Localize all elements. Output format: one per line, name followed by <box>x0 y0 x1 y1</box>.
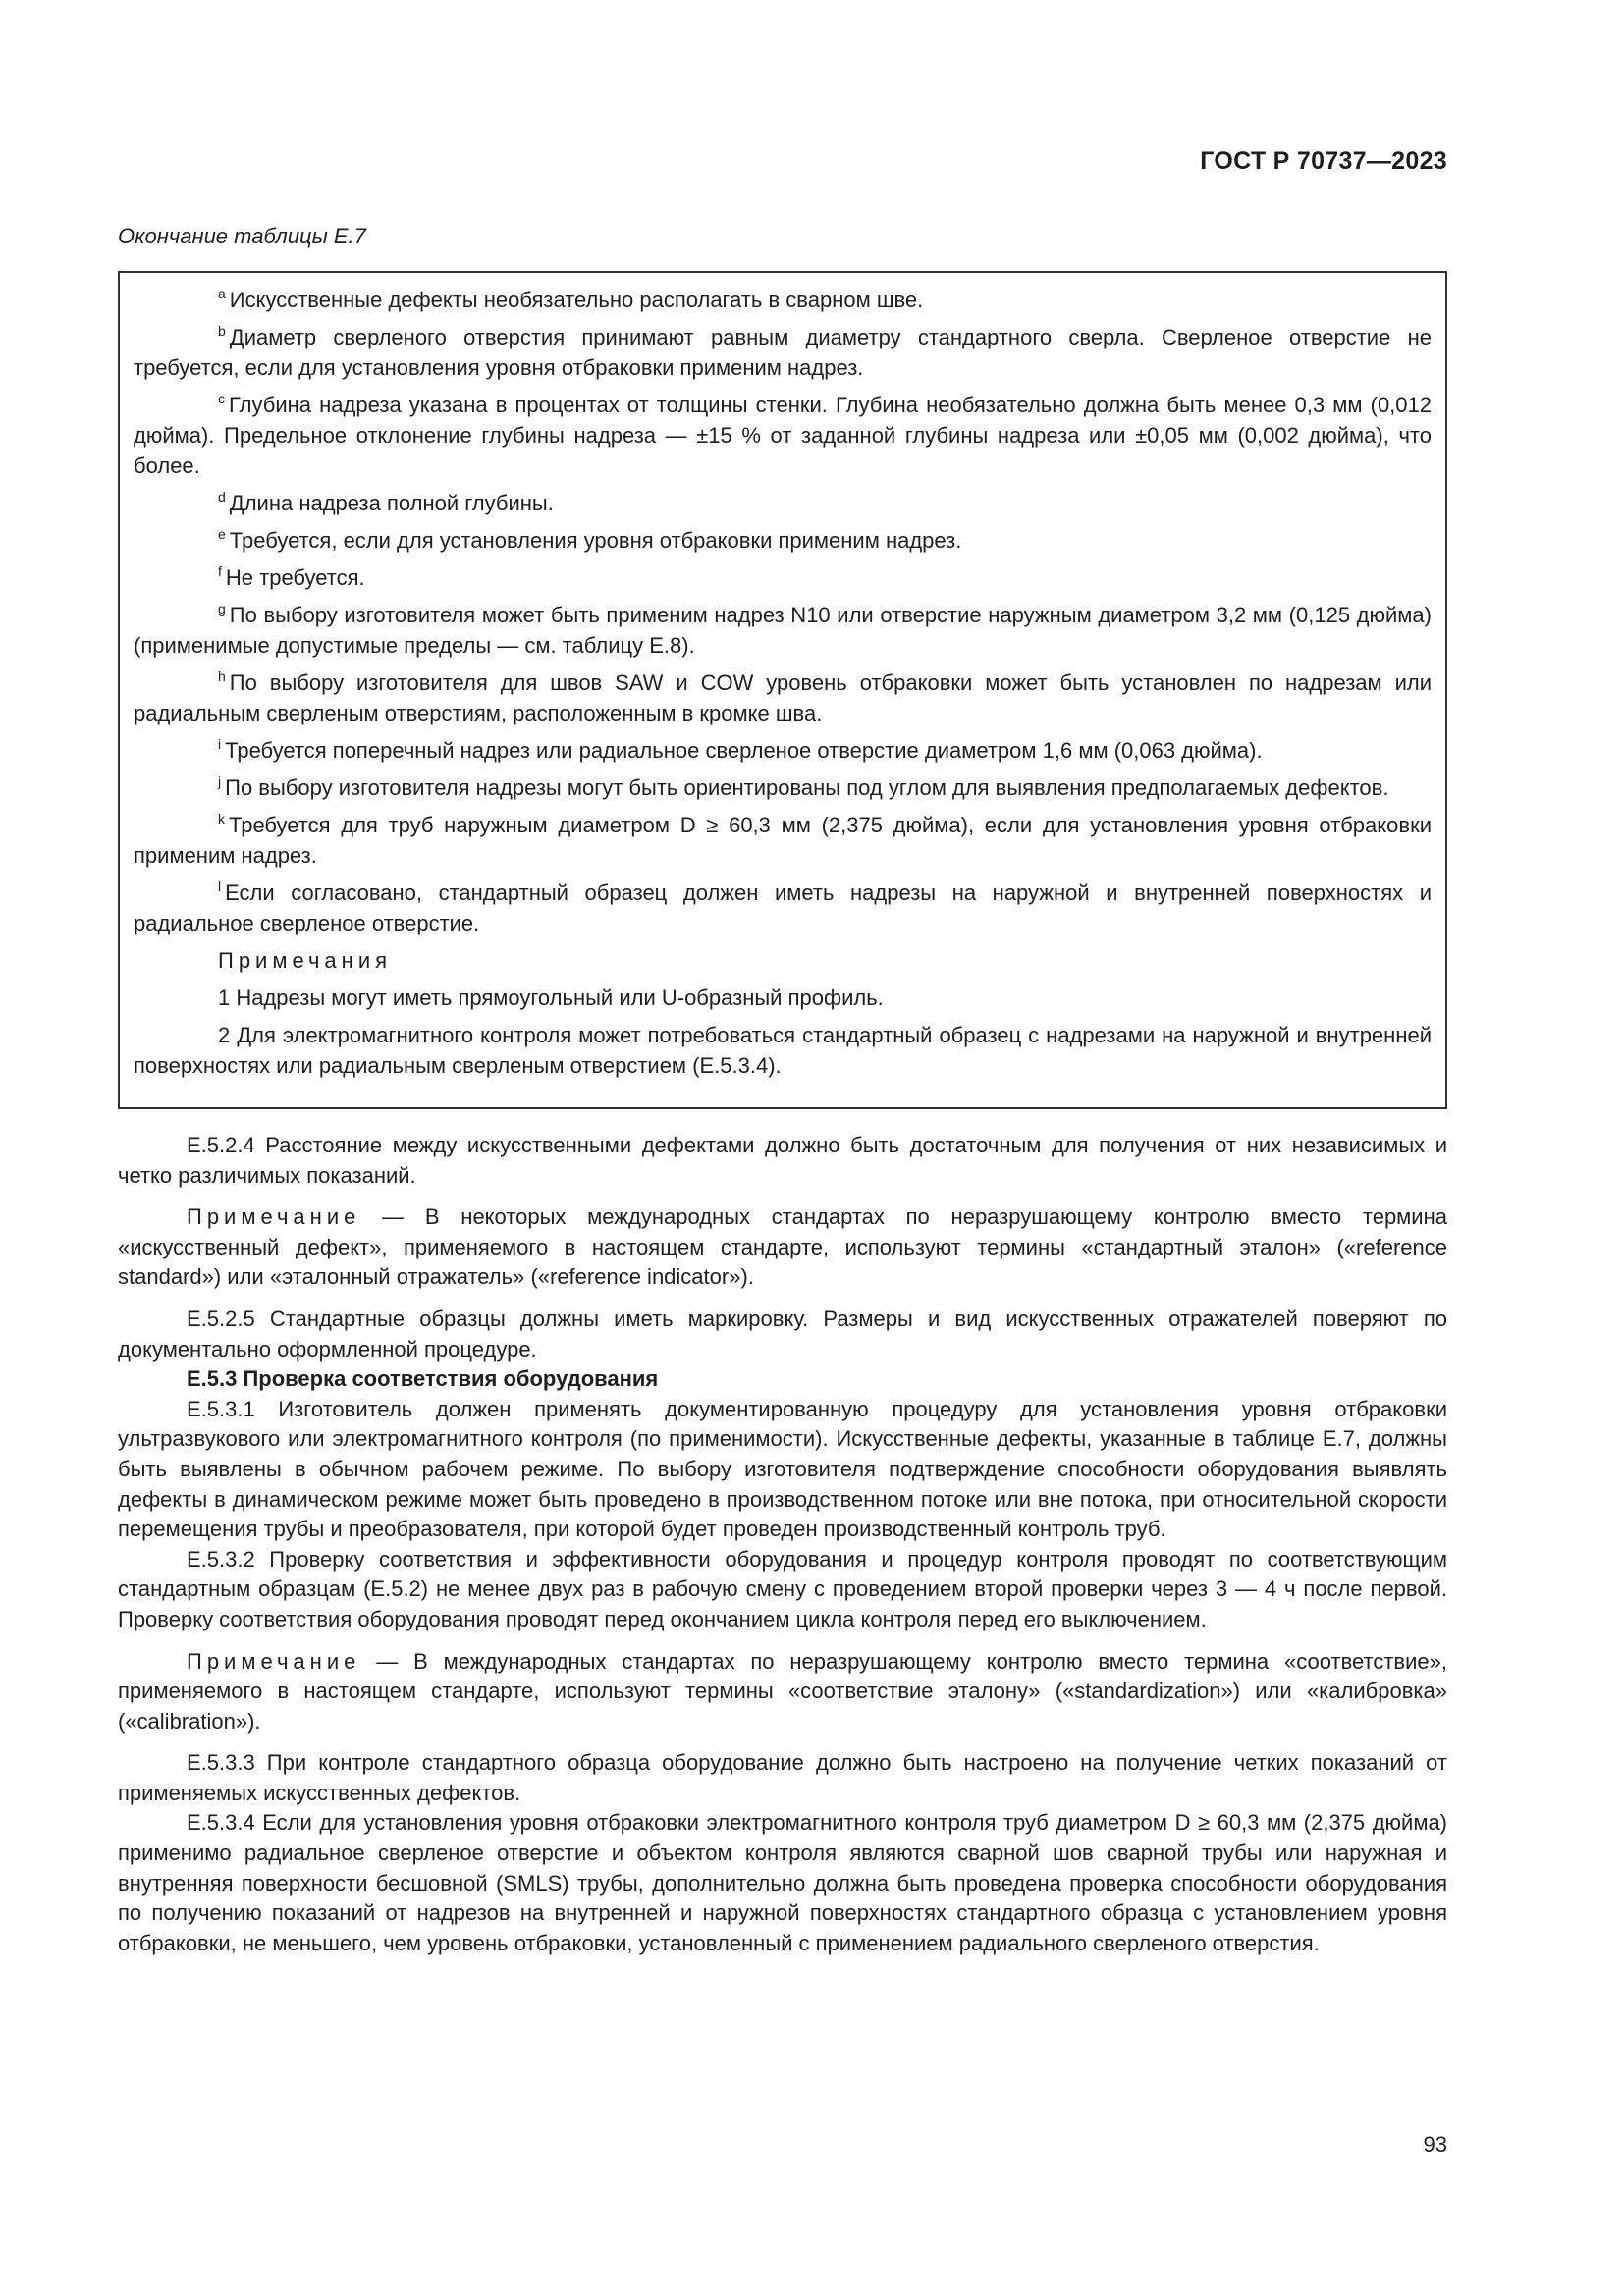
footnote-text: Длина надреза полной глубины. <box>229 491 554 515</box>
footnote-c <box>134 390 1432 481</box>
paragraph-e524: Е.5.2.4 Расстояние между искусственными дефектами должно быть достаточным для получения от них независимых и четко различимых показаний. <box>118 1133 1447 1188</box>
note-paragraph-1 <box>118 1202 1447 1293</box>
section-heading-e53: Е.5.3 Проверка соответствия оборудования <box>187 1366 659 1392</box>
table-caption: Окончание таблицы Е.7 <box>118 224 366 248</box>
footnote-a <box>134 285 1432 315</box>
footnote-mark: l <box>218 879 222 894</box>
paragraph-e534: Е.5.3.4 Если для установления уровня отбраковки электромагнитного контроля труб диаметром D ≥ 60,3 мм (2,375 дюйма) применимо радиальное сверленое отверстие и объектом контроля являются сварной шов сварной трубы или наружная и внутренняя поверхности бесшовной (SMLS) трубы, дополнительно должна быть проведена проверка способности оборудования по получению показаний от надрезов на внутренней и наружной поверхностях стандартного образца с установлением уровня отбраковки, не меньшего, чем уровень отбраковки, установленный с применением радиального сверленого отверстия. <box>118 1810 1447 1955</box>
footnote-b <box>134 322 1432 383</box>
footnote-mark: h <box>218 668 226 684</box>
note-label: Примечание <box>187 1204 361 1230</box>
paragraph-e531: Е.5.3.1 Изготовитель должен применять документированную процедуру для установления уровня отбраковки ультразвукового или электромагнитного контроля (по применимости). Искусственные дефекты, указанные в таблице Е.7, должны быть выявлены в обычном рабочем режиме. По выбору изготовителя подтверждение способности оборудования выявлять дефекты в динамическом режиме может быть проведено в производственном потоке или вне потока, при относительной скорости перемещения трубы и преобразователя, при которой будет проведен производственный контроль труб. <box>118 1396 1447 1542</box>
footnote-text: По выбору изготовителя для швов SAW и COW уровень отбраковки может быть установлен по надрезам или радиальным сверленым отверстиям, расположенным в кромке шва. <box>134 670 1432 725</box>
footnote-text: Требуется поперечный надрез или радиальное сверленое отверстие диаметром 1,6 мм (0,063 дюйма). <box>225 738 1263 763</box>
paragraph-e532: Е.5.3.2 Проверку соответствия и эффективности оборудования и процедур контроля проводят по соответствующим стандартным образцам (Е.5.2) не менее двух раз в рабочую смену с проведением второй проверки через 3 — 4 ч после первой. Проверку соответствия оборудования проводят перед окончанием цикла контроля перед его выключением. <box>118 1546 1447 1631</box>
footnote-text: По выбору изготовителя может быть применим надрез N10 или отверстие наружным диаметром 3,2 мм (0,125 дюйма) (применимые допустимые пределы — см. таблицу Е.8). <box>134 603 1432 658</box>
note-paragraph-2 <box>118 1647 1447 1737</box>
footnote-text: Не требуется. <box>225 565 365 590</box>
note-item-1: 1 Надрезы могут иметь прямоугольный или U-образный профиль. <box>218 986 884 1010</box>
footnote-text: Глубина надреза указана в процентах от толщины стенки. Глубина необязательно должна быть менее 0,3 мм (0,012 дюйма). Предельное отклонение глубины надреза — ±15 % от заданной глубины надреза или ±0,05 мм (0,002 дюйма), что более. <box>134 393 1432 478</box>
table-footnotes-box <box>118 271 1447 1109</box>
footnote-mark: k <box>218 811 225 827</box>
footnote-mark: a <box>218 286 226 301</box>
footnote-mark: g <box>218 601 226 616</box>
footnote-mark: j <box>218 774 222 789</box>
footnote-g <box>134 600 1432 661</box>
footnote-e <box>134 525 1432 556</box>
body-text <box>118 1131 1447 1958</box>
paragraph-e533: Е.5.3.3 При контроле стандартного образца оборудование должно быть настроено на получение четких показаний от применяемых искусственных дефектов. <box>118 1750 1447 1805</box>
footnote-mark: d <box>218 489 226 505</box>
footnote-mark: b <box>218 323 226 339</box>
footnote-text: Требуется для труб наружным диаметром D ≥ 60,3 мм (2,375 дюйма), если для установления уровня отбраковки применим надрез. <box>134 813 1432 868</box>
paragraph-e525: Е.5.2.5 Стандартные образцы должны иметь маркировку. Размеры и вид искусственных отражателей поверяют по документально оформленной процедуре. <box>118 1306 1447 1362</box>
page-number: 93 <box>1423 2132 1447 2157</box>
footnote-l <box>134 878 1432 938</box>
footnote-mark: i <box>218 736 222 752</box>
footnote-j <box>134 773 1432 803</box>
notes-heading: Примечания <box>218 948 393 973</box>
document-id: ГОСТ Р 70737—2023 <box>1200 147 1447 175</box>
footnote-k <box>134 810 1432 871</box>
footnote-mark: c <box>218 391 225 406</box>
note-label: Примечание <box>187 1648 361 1674</box>
footnote-text: По выбору изготовителя надрезы могут быть ориентированы под углом для выявления предполагаемых дефектов. <box>225 775 1389 800</box>
footnote-i <box>134 735 1432 766</box>
footnote-text: Искусственные дефекты необязательно располагать в сварном шве. <box>229 288 924 312</box>
footnote-text: Требуется, если для установления уровня отбраковки применим надрез. <box>229 528 962 553</box>
footnote-d <box>134 488 1432 518</box>
footnote-h <box>134 667 1432 728</box>
note-item-2: 2 Для электромагнитного контроля может потребоваться стандартный образец с надрезами на наружной и внутренней поверхностях или радиальным сверленым отверстием (Е.5.3.4). <box>134 1023 1432 1078</box>
note-text: — В некоторых международных стандартах по неразрушающему контролю вместо термина «искусственный дефект», применяемого в настоящем стандарте, используют термины «стандартный эталон» («reference standard») или «эталонный отражатель» («reference indicator»). <box>118 1204 1447 1290</box>
footnote-mark: e <box>218 526 226 542</box>
footnote-mark: f <box>218 563 222 579</box>
footnote-f <box>134 562 1432 593</box>
note-text: — В международных стандартах по неразрушающему контролю вместо термина «соответствие», применяемого в настоящем стандарте, используют термины «соответствие эталону» («standardization») или «калибровка» («calibration»). <box>118 1648 1447 1734</box>
footnote-text: Если согласовано, стандартный образец должен иметь надрезы на наружной и внутренней поверхностях и радиальное сверленое отверстие. <box>134 881 1432 935</box>
footnote-text: Диаметр сверленого отверстия принимают равным диаметру стандартного сверла. Сверленое отверстие не требуется, если для установления уровня отбраковки применим надрез. <box>134 325 1432 380</box>
